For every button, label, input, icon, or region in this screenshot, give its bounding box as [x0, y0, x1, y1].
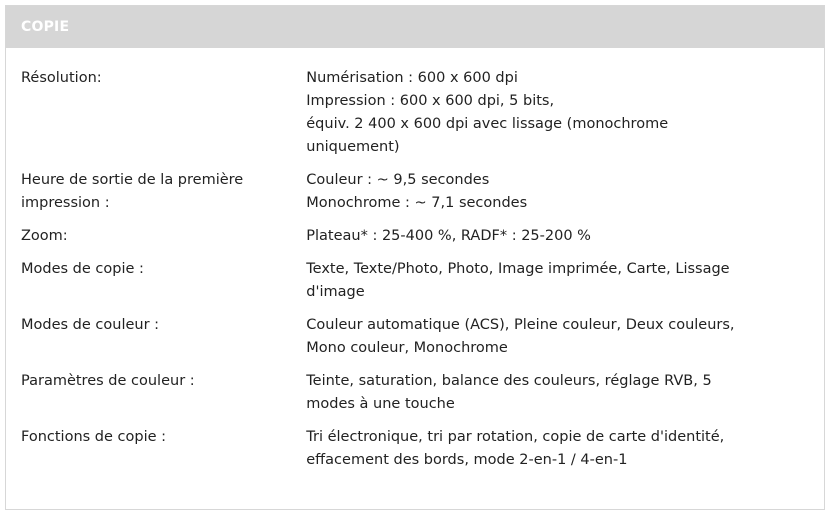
spec-row-zoom — [21, 225, 811, 258]
spec-value — [306, 169, 811, 225]
spec-value-line: Mono couleur, Monochrome — [306, 340, 508, 356]
spec-value-line: Plateau* : 25-400 %, RADF* : 25-200 % — [306, 228, 591, 244]
spec-value-line: Numérisation : 600 x 600 dpi — [306, 70, 518, 86]
spec-value-line: Monochrome : ~ 7,1 secondes — [306, 195, 528, 211]
spec-value-line: Texte, Texte/Photo, Photo, Image imprimée, Carte, Lissage — [306, 261, 730, 277]
spec-value-line: Impression : 600 x 600 dpi, 5 bits, — [306, 93, 555, 109]
spec-value-line: Couleur automatique (ACS), Pleine couleur, Deux couleurs, — [306, 317, 735, 333]
spec-label: Paramètres de couleur : — [21, 373, 195, 389]
spec-row-color-settings — [21, 370, 811, 426]
spec-label: Résolution: — [21, 70, 102, 86]
spec-label: Modes de copie : — [21, 261, 144, 277]
spec-panel — [5, 5, 825, 510]
spec-value — [306, 258, 811, 314]
spec-value-line: effacement des bords, mode 2-en-1 / 4-en-1 — [306, 452, 628, 468]
spec-label: Heure de sortie de la première impression : — [21, 172, 244, 211]
spec-value-line: Couleur : ~ 9,5 secondes — [306, 172, 490, 188]
spec-value — [306, 314, 811, 370]
spec-value — [306, 370, 811, 426]
spec-label: Zoom: — [21, 228, 68, 244]
spec-value-line: Tri électronique, tri par rotation, copie de carte d'identité, — [306, 429, 725, 445]
spec-value-line: uniquement) — [306, 139, 400, 155]
spec-row-resolution — [21, 67, 811, 169]
spec-row-color-modes — [21, 314, 811, 370]
spec-label: Modes de couleur : — [21, 317, 160, 333]
spec-value-line: équiv. 2 400 x 600 dpi avec lissage (monochrome — [306, 116, 669, 132]
spec-value — [306, 67, 811, 169]
spec-value — [306, 426, 811, 482]
spec-value-line: d'image — [306, 284, 365, 300]
spec-value — [306, 225, 811, 258]
spec-row-copy-modes — [21, 258, 811, 314]
spec-table — [21, 67, 811, 482]
spec-value-line: modes à une touche — [306, 396, 455, 412]
spec-value-line: Teinte, saturation, balance des couleurs, réglage RVB, 5 — [306, 373, 712, 389]
section-title: COPIE — [6, 6, 824, 48]
spec-row-copy-functions — [21, 426, 811, 482]
spec-label: Fonctions de copie : — [21, 429, 167, 445]
spec-row-first-copy-time — [21, 169, 811, 225]
